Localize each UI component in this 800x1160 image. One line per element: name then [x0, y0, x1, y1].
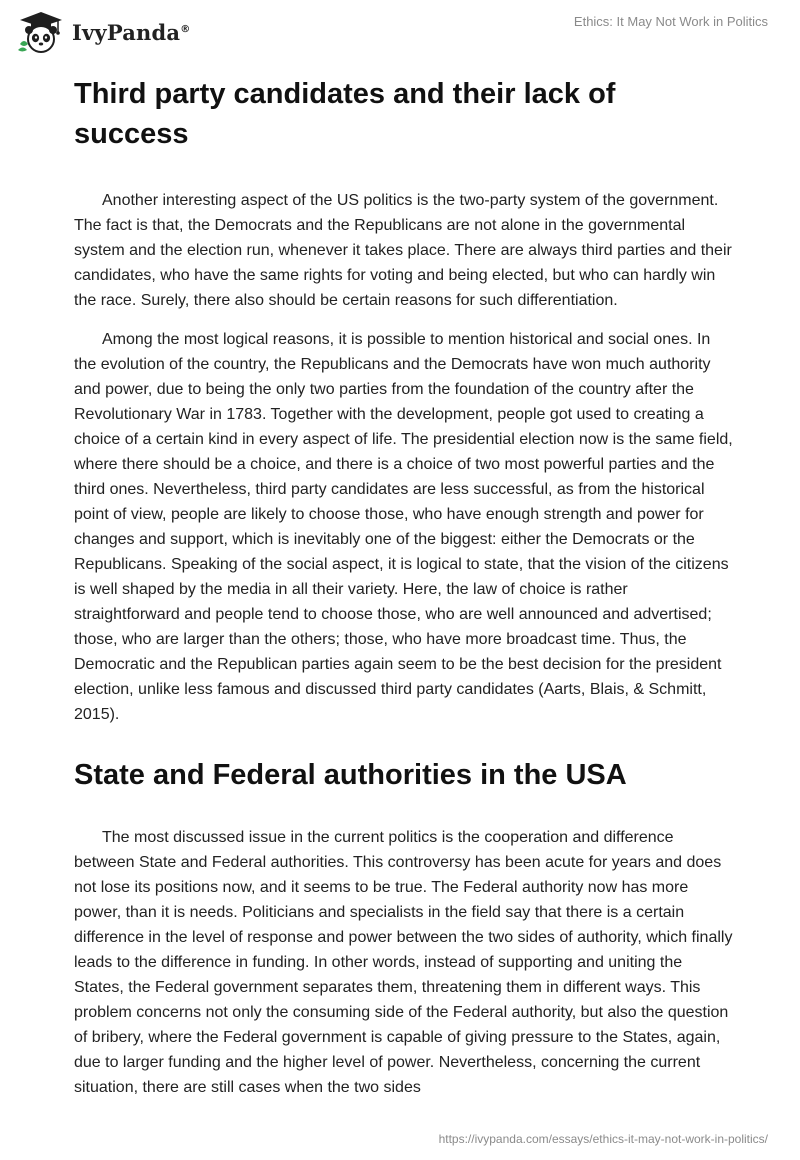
essay-content — [74, 68, 734, 1100]
panda-graduate-icon — [16, 10, 66, 54]
logo-wordmark: IvyPanda® — [72, 19, 191, 45]
paragraph: Among the most logical reasons, it is possible to mention historical and social ones. In the evolution of the country, the Republicans and the Democrats have won much authority and power, due to being the only two parties from the foundation of the country after the Revolutionary War in 1783. Together with the development, people got used to creating a choice of a certain kind in every aspect of life. The presidential election now is the same field, where there should be a choice, and there is a choice of two most powerful parties and the third ones. Nevertheless, third party candidates are less successful, as from the historical point of view, people are likely to choose those, who have enough strength and power for changes and support, which is inevitably one of the biggest: either the Democrats or the Republicans. Speaking of the social aspect, it is logical to state, that the vision of the citizens is well shaped by the media in all their variety. Here, the law of choice is rather straightforward and people tend to choose those, who are well announced and advertised; those, who are larger than the others; those, who have more broadcast time. Thus, the Democratic and the Republican parties again seem to be the best decision for the president election, unlike less famous and discussed third party candidates (Aarts, Blais, & Schmitt, 2015). — [74, 331, 733, 723]
section-heading: State and Federal authorities in the USA — [74, 759, 627, 791]
paragraph: Another interesting aspect of the US politics is the two-party system of the government. The fact is that, the Democrats and the Republicans are not alone in the governmental system and the election run, whenever it takes place. There are always third parties and their candidates, who have the same rights for voting and being elected, but who can hardly win the race. Surely, there also should be certain reasons for such differentiation. — [74, 192, 732, 309]
document-title: Ethics: It May Not Work in Politics — [573, 14, 768, 29]
paragraph: The most discussed issue in the current politics is the cooperation and difference between State and Federal authorities. This controversy has been acute for years and does not lose its positions now, and it seems to be true. The Federal authority now has more power, than it is needs. Politicians and specialists in the field say that there is a certain difference in the level of response and power between the two sides of authority, which finally leads to the difference in funding. In other words, instead of supporting and uniting the States, the Federal government separates them, threatening them in different ways. This problem concerns not only the consuming side of the Federal authority, but also the question of bribery, where the Federal government is capable of giving pressure to the States, again, due to larger funding and the higher level of power. Nevertheless, concerning the current situation, there are still cases when the two sides — [74, 829, 733, 1096]
page-header — [0, 0, 800, 70]
source-url-link[interactable]: https://ivypanda.com/essays/ethics-it-may-not-work-in-politics/ — [438, 1132, 768, 1146]
section-heading: Third party candidates and their lack of success — [74, 78, 616, 150]
ivypanda-logo[interactable] — [16, 10, 190, 54]
